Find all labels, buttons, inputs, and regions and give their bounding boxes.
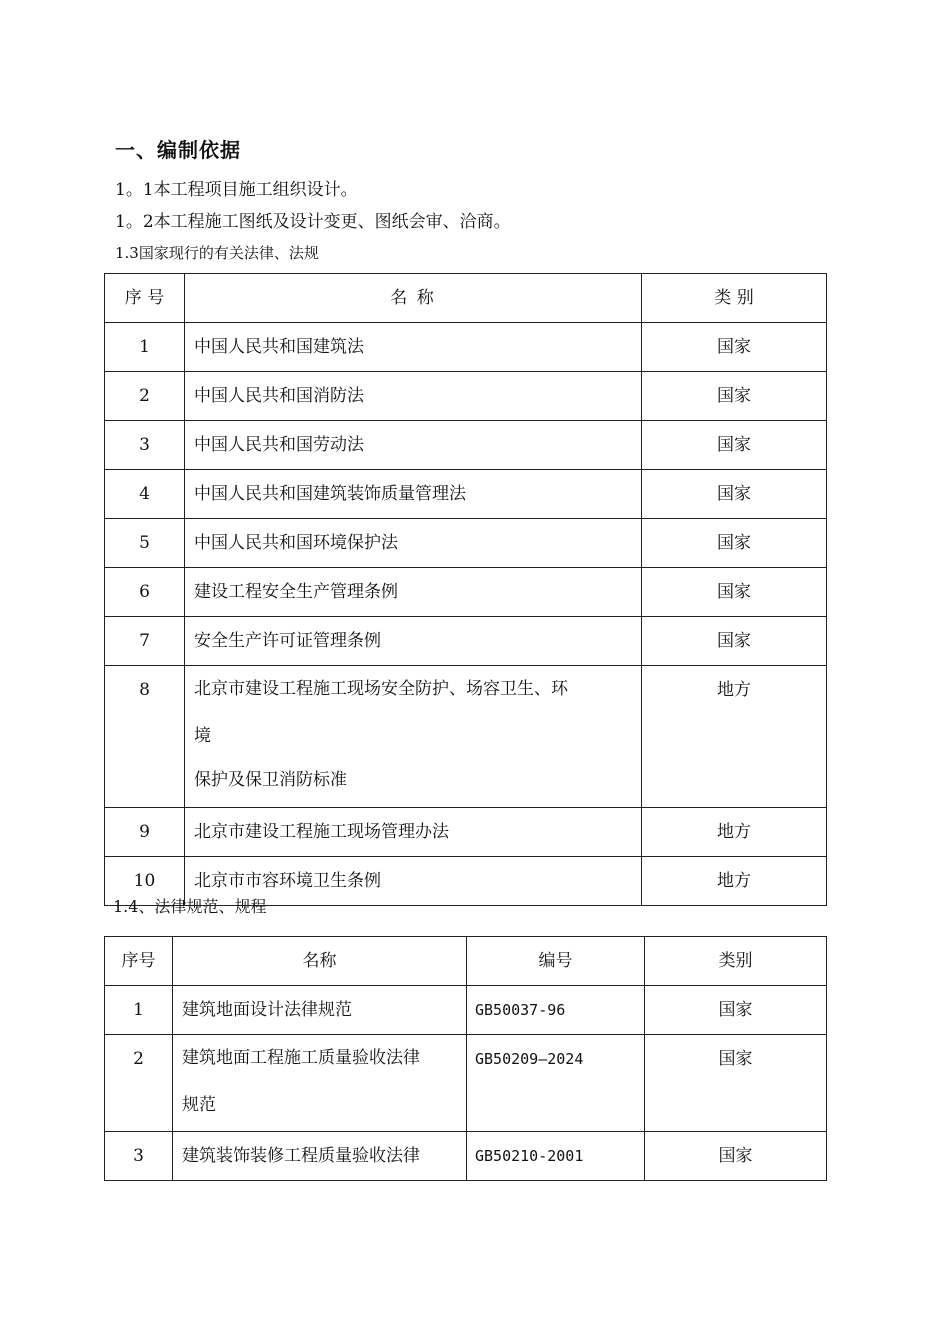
table-row <box>105 519 827 568</box>
row-name-line: 规范 <box>182 1095 216 1115</box>
table-row <box>105 808 827 857</box>
row-name <box>185 666 642 808</box>
row-code: GB50037-96 <box>467 986 645 1035</box>
row-category: 国家 <box>645 1035 827 1132</box>
item-1-3: 1.3国家现行的有关法律、法规 <box>115 244 319 262</box>
table-row <box>105 323 827 372</box>
header-name: 名 称 <box>185 274 642 323</box>
row-category: 国家 <box>645 986 827 1035</box>
row-category: 国家 <box>642 421 827 470</box>
header-code: 编号 <box>467 937 645 986</box>
row-name-line: 建筑地面工程施工质量验收法律 <box>182 1048 420 1068</box>
row-name-line: 境 <box>194 726 211 746</box>
header-seq: 序号 <box>105 937 173 986</box>
row-category: 国家 <box>642 470 827 519</box>
row-seq: 2 <box>105 372 185 421</box>
row-category: 国家 <box>642 617 827 666</box>
table-header-row <box>105 274 827 323</box>
header-seq: 序 号 <box>105 274 185 323</box>
row-name: 建筑装饰装修工程质量验收法律 <box>173 1132 467 1181</box>
row-seq: 4 <box>105 470 185 519</box>
table-row <box>105 372 827 421</box>
row-name: 中国人民共和国建筑装饰质量管理法 <box>185 470 642 519</box>
table-row <box>105 421 827 470</box>
row-category: 国家 <box>642 519 827 568</box>
row-name <box>173 1035 467 1132</box>
table-row <box>105 986 827 1035</box>
laws-table <box>104 273 827 906</box>
row-seq: 9 <box>105 808 185 857</box>
table-row <box>105 1132 827 1181</box>
row-category: 国家 <box>642 372 827 421</box>
row-name: 建筑地面设计法律规范 <box>173 986 467 1035</box>
row-seq: 6 <box>105 568 185 617</box>
row-seq: 3 <box>105 421 185 470</box>
row-name: 建设工程安全生产管理条例 <box>185 568 642 617</box>
row-seq: 3 <box>105 1132 173 1181</box>
row-code: GB50210-2001 <box>467 1132 645 1181</box>
row-name-line: 北京市建设工程施工现场安全防护、场容卫生、环 <box>194 679 568 699</box>
row-category: 国家 <box>642 323 827 372</box>
row-name: 中国人民共和国环境保护法 <box>185 519 642 568</box>
table-row <box>105 470 827 519</box>
table-header-row <box>105 937 827 986</box>
header-category: 类别 <box>645 937 827 986</box>
table-row <box>105 666 827 808</box>
header-name: 名称 <box>173 937 467 986</box>
row-category: 国家 <box>645 1132 827 1181</box>
row-name-line: 保护及保卫消防标准 <box>194 770 347 790</box>
row-seq: 2 <box>105 1035 173 1132</box>
row-code: GB50209—2024 <box>467 1035 645 1132</box>
item-1-1: 1。1本工程项目施工组织设计。 <box>115 180 358 200</box>
row-seq: 5 <box>105 519 185 568</box>
table-row <box>105 617 827 666</box>
row-name: 北京市市容环境卫生条例 <box>185 857 642 906</box>
row-category: 地方 <box>642 808 827 857</box>
table-row <box>105 1035 827 1132</box>
row-name: 北京市建设工程施工现场管理办法 <box>185 808 642 857</box>
row-name: 中国人民共和国消防法 <box>185 372 642 421</box>
table-row <box>105 568 827 617</box>
section-heading: 一、编制依据 <box>115 138 241 162</box>
row-name: 中国人民共和国建筑法 <box>185 323 642 372</box>
item-1-2: 1。2本工程施工图纸及设计变更、图纸会审、洽商。 <box>115 212 511 232</box>
item-1-4: 1.4、法律规范、规程 <box>113 897 267 916</box>
row-seq: 7 <box>105 617 185 666</box>
row-category: 地方 <box>642 857 827 906</box>
row-name: 安全生产许可证管理条例 <box>185 617 642 666</box>
header-category: 类 别 <box>642 274 827 323</box>
row-name: 中国人民共和国劳动法 <box>185 421 642 470</box>
standards-table <box>104 936 827 1181</box>
row-seq: 8 <box>105 666 185 808</box>
row-seq: 1 <box>105 986 173 1035</box>
row-seq: 1 <box>105 323 185 372</box>
row-category: 地方 <box>642 666 827 808</box>
row-category: 国家 <box>642 568 827 617</box>
row-seq: 10 <box>105 857 185 906</box>
